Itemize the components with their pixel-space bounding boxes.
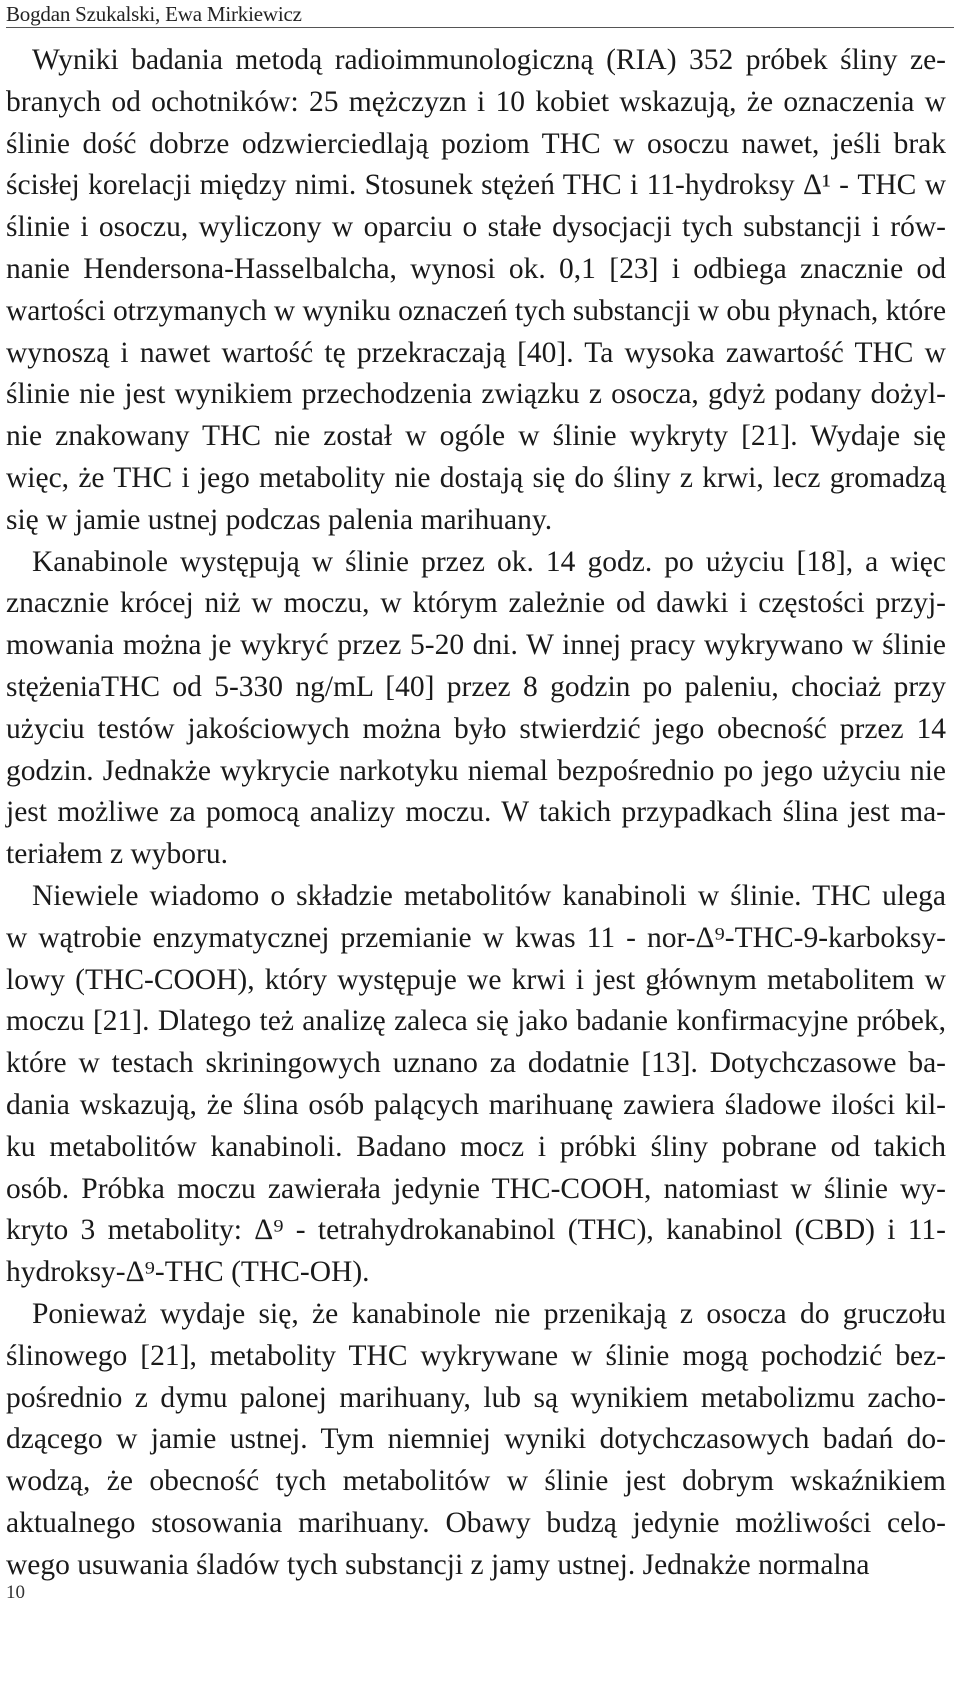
text-line: pośrednio z dymu palonej marihuany, lub są wynikiem metabolizmu zacho- xyxy=(6,1381,946,1414)
text-line: wynoszą i nawet wartość tę przekraczają [40]. Ta wysoka zawartość THC w xyxy=(6,336,946,369)
text-line: Ponieważ wydaje się, że kanabinole nie przenikają z osocza do gruczołu xyxy=(32,1297,946,1330)
paragraph xyxy=(6,1294,946,1587)
text-line: Wyniki badania metodą radioimmunologiczną (RIA) 352 próbek śliny ze- xyxy=(32,44,946,76)
text-line: teriałem z wyboru. xyxy=(6,838,228,871)
text-line: które w testach skriningowych uznano za dodatnie [13]. Dotychczasowe ba- xyxy=(6,1047,946,1080)
text-line: ślinie nie jest wynikiem przechodzenia związku z osocza, gdyż podany dożyl- xyxy=(6,378,946,411)
text-line: nie znakowany THC nie został w ogóle w ślinie wykryty [21]. Wydaje się xyxy=(6,420,946,453)
text-line: Kanabinole występują w ślinie przez ok. 14 godz. po użyciu [18], a więc xyxy=(32,545,946,578)
text-line: ślinie dość dobrze odzwierciedlają poziom THC w osoczu nawet, jeśli brak xyxy=(6,127,946,160)
text-line: wego usuwania śladów tych substancji z jamy ustnej. Jednakże normalna xyxy=(6,1548,870,1581)
text-line: jest możliwe za pomocą analizy moczu. W takich przypadkach ślina jest ma- xyxy=(6,796,946,829)
running-head: Bogdan Szukalski, Ewa Mirkiewicz xyxy=(6,2,302,26)
text-line: się w jamie ustnej podczas palenia marihuany. xyxy=(6,503,553,536)
text-line: wartości otrzymanych w wyniku oznaczeń tych substancji w obu płynach, które xyxy=(6,294,946,327)
text-line: mowania można je wykryć przez 5-20 dni. W innej pracy wykrywano w ślinie xyxy=(6,629,946,662)
body-text xyxy=(6,40,946,1586)
text-line: Niewiele wiadomo o składzie metabolitów kanabinoli w ślinie. THC ulega xyxy=(32,879,946,912)
text-line: nanie Hendersona-Hasselbalcha, wynosi ok. 0,1 [23] i odbiega znacznie od xyxy=(6,252,946,285)
text-line: kryto 3 metabolity: Δ⁹ - tetrahydrokanabinol (THC), kanabinol (CBD) i 11- xyxy=(6,1214,946,1247)
text-line: hydroksy-Δ⁹-THC (THC-OH). xyxy=(6,1256,370,1289)
text-line: więc, że THC i jego metabolity nie dostają się do śliny z krwi, lecz gromadzą xyxy=(6,461,946,494)
text-line: dzącego w jamie ustnej. Tym niemniej wyniki dotychczasowych badań do- xyxy=(6,1423,946,1456)
text-line: stężeniaTHC od 5-330 ng/mL [40] przez 8 godzin po paleniu, chociaż przy xyxy=(6,670,946,703)
text-line: lowy (THC-COOH), który występuje we krwi i jest głównym metabolitem w xyxy=(6,963,946,996)
paragraph xyxy=(6,876,946,1294)
text-line: branych od ochotników: 25 mężczyzn i 10 kobiet wskazują, że oznaczenia w xyxy=(6,85,946,118)
text-line: dania wskazują, że ślina osób palących marihuanę zawiera śladowe ilości kil- xyxy=(6,1088,946,1121)
text-line: ścisłej korelacji między nimi. Stosunek stężeń THC i 11-hydroksy Δ¹ - THC w xyxy=(6,169,946,202)
text-line: w wątrobie enzymatycznej przemianie w kwas 11 - nor-Δ⁹-THC-9-karboksy- xyxy=(6,921,946,954)
text-line: godzin. Jednakże wykrycie narkotyku niemal bezpośrednio po jego użyciu nie xyxy=(6,754,946,787)
text-line: znacznie krócej niż w moczu, w którym zależnie od dawki i częstości przyj- xyxy=(6,587,946,620)
text-line: moczu [21]. Dlatego też analizę zaleca się jako badanie konfirmacyjne próbek, xyxy=(6,1005,946,1038)
text-line: ślinowego [21], metabolity THC wykrywane w ślinie mogą pochodzić bez- xyxy=(6,1339,946,1372)
text-line: ku metabolitów kanabinoli. Badano mocz i próbki śliny pobrane od takich xyxy=(6,1130,946,1163)
text-line: użyciu testów jakościowych można było stwierdzić jego obecność przez 14 xyxy=(6,712,946,745)
text-line: ślinie i osoczu, wyliczony w oparciu o stałe dysocjacji tych substancji i rów- xyxy=(6,211,946,244)
paragraph xyxy=(6,40,946,542)
page-number: 10 xyxy=(6,1582,25,1603)
header-rule xyxy=(6,27,954,28)
text-line: wodzą, że obecność tych metabolitów w ślinie jest dobrym wskaźnikiem xyxy=(6,1465,946,1498)
text-line: osób. Próbka moczu zawierała jedynie THC-COOH, natomiast w ślinie wy- xyxy=(6,1172,946,1205)
text-line: aktualnego stosowania marihuany. Obawy budzą jedynie możliwości celo- xyxy=(6,1506,946,1539)
paragraph xyxy=(6,542,946,876)
